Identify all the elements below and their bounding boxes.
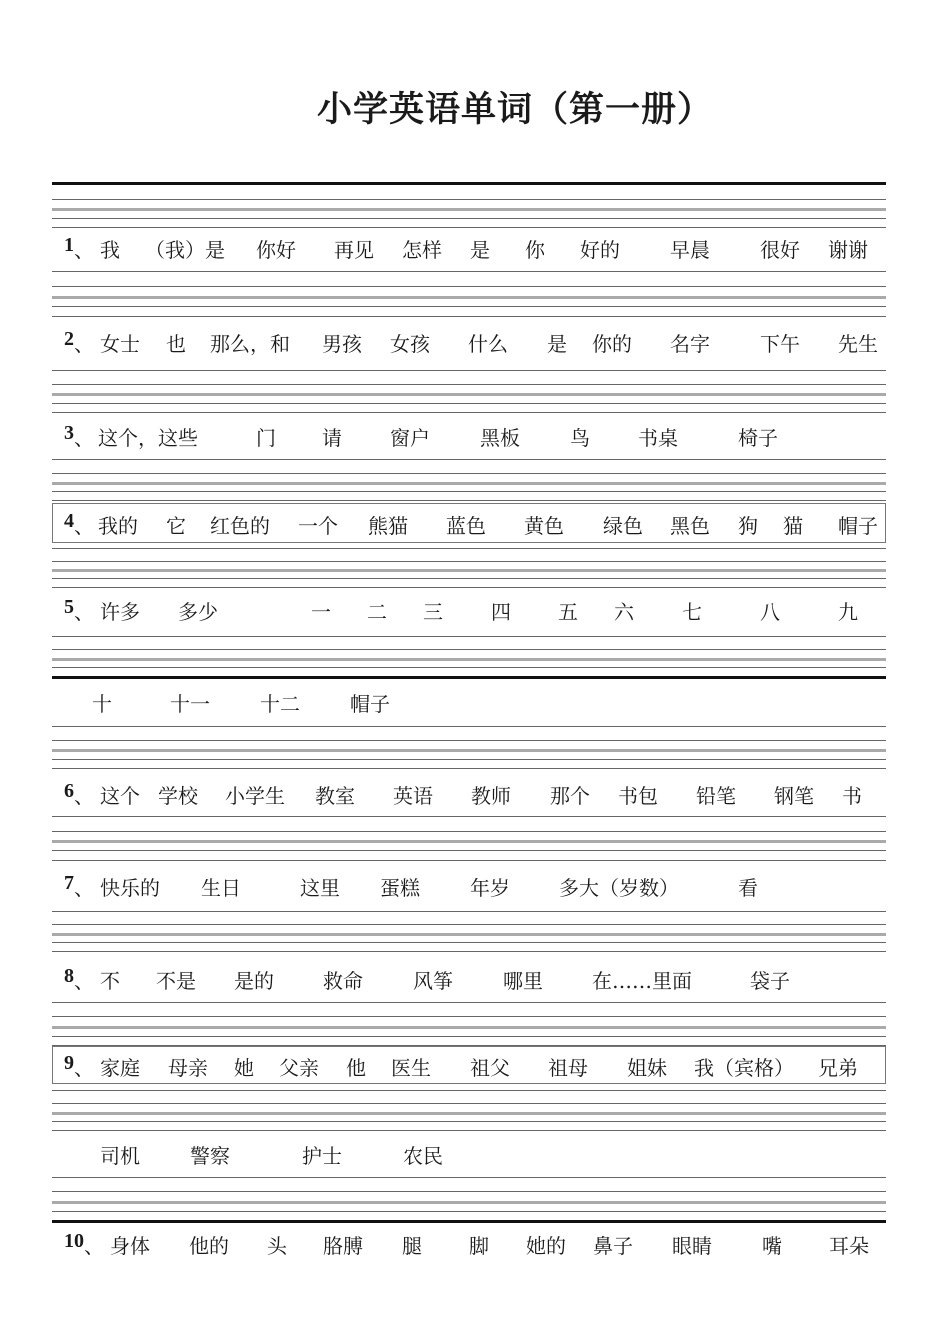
- vocab-word: 家庭: [100, 1056, 140, 1080]
- vocab-word: 椅子: [738, 426, 778, 450]
- ruled-line: [52, 726, 886, 727]
- vocab-word: 蛋糕: [380, 876, 420, 900]
- vocab-word: 很好: [760, 238, 800, 262]
- vocab-word: 一: [311, 600, 331, 624]
- ruled-line: [52, 208, 886, 211]
- ruled-line: [52, 860, 886, 861]
- vocab-word: 女孩: [390, 332, 430, 356]
- vocab-word: （我）是: [145, 238, 225, 262]
- vocab-word: 七: [682, 600, 702, 624]
- ruled-line: [52, 370, 886, 371]
- row-number: 3: [64, 422, 74, 444]
- ruled-line: [52, 403, 886, 404]
- ruled-line: [52, 473, 886, 474]
- ruled-line: [52, 384, 886, 385]
- row-number-separator: 、: [74, 1056, 94, 1080]
- row-number: 7: [64, 872, 74, 894]
- ruled-line: [52, 1191, 886, 1192]
- vocab-word: 小学生: [225, 784, 285, 808]
- vocab-word: 兄弟: [818, 1056, 858, 1080]
- ruled-line: [52, 393, 886, 396]
- vocab-word: 请: [322, 426, 342, 450]
- vocab-word: 年岁: [470, 876, 510, 900]
- vocab-word: 黑板: [480, 426, 520, 450]
- vocab-word: 护士: [302, 1144, 342, 1168]
- row-number: 10: [64, 1230, 84, 1252]
- vocab-row: [0, 234, 950, 268]
- vocab-word: 书: [842, 784, 862, 808]
- vocab-word: 这里: [300, 876, 340, 900]
- vocab-word: 腿: [402, 1234, 422, 1258]
- vocab-word: 一个: [298, 514, 338, 538]
- vocab-word: 在……里面: [592, 969, 692, 993]
- ruled-line: [52, 1036, 886, 1037]
- vocab-word: 许多: [100, 600, 140, 624]
- vocab-word: 快乐的: [100, 876, 160, 900]
- vocab-word: 帽子: [350, 692, 390, 716]
- vocab-word: 祖母: [548, 1056, 588, 1080]
- vocab-word: 救命: [323, 969, 363, 993]
- row-number-separator: 、: [84, 1234, 104, 1258]
- ruled-line: [52, 649, 886, 650]
- vocab-word: 黄色: [524, 514, 564, 538]
- vocab-word: 也: [166, 332, 186, 356]
- vocab-word: 教室: [315, 784, 355, 808]
- vocab-row: [0, 872, 950, 906]
- vocab-word: 早晨: [670, 238, 710, 262]
- vocab-row: [0, 328, 950, 362]
- vocab-word: 这个，这些: [98, 426, 198, 450]
- vocab-row: [0, 780, 950, 814]
- vocab-word: 身体: [110, 1234, 150, 1258]
- vocab-word: 姐妹: [627, 1056, 667, 1080]
- vocab-row: [0, 1140, 950, 1174]
- ruled-line: [52, 676, 886, 679]
- vocab-word: 学校: [158, 784, 198, 808]
- vocab-row: [0, 510, 950, 544]
- vocab-word: 脚: [469, 1234, 489, 1258]
- vocab-word: 是的: [234, 969, 274, 993]
- vocab-word: 哪里: [503, 969, 543, 993]
- vocab-row: [0, 422, 950, 456]
- vocab-word: 下午: [760, 332, 800, 356]
- vocab-word: 黑色: [670, 514, 710, 538]
- vocab-word: 不: [100, 969, 120, 993]
- ruled-line: [52, 1201, 886, 1204]
- ruled-line: [52, 1211, 886, 1212]
- vocab-word: 九: [838, 600, 858, 624]
- ruled-line: [52, 569, 886, 572]
- vocab-word: 狗: [738, 514, 758, 538]
- vocab-word: 铅笔: [696, 784, 736, 808]
- vocab-word: 眼睛: [672, 1234, 712, 1258]
- vocab-word: 怎样: [402, 238, 442, 262]
- vocab-word: 蓝色: [446, 514, 486, 538]
- vocab-word: 你: [525, 238, 545, 262]
- vocab-word: 这个: [100, 784, 140, 808]
- vocab-word: 耳朵: [829, 1234, 869, 1258]
- vocab-word: 它: [166, 514, 186, 538]
- vocab-word: 先生: [838, 332, 878, 356]
- ruled-line: [52, 1090, 886, 1091]
- vocab-word: 那个: [550, 784, 590, 808]
- vocab-word: 门: [256, 426, 276, 450]
- ruled-line: [52, 911, 886, 912]
- vocab-word: 三: [423, 600, 443, 624]
- vocab-word: 我的: [98, 514, 138, 538]
- vocab-word: 好的: [580, 238, 620, 262]
- vocab-word: 母亲: [168, 1056, 208, 1080]
- vocab-word: 他的: [189, 1234, 229, 1258]
- vocab-word: 十二: [260, 692, 300, 716]
- vocab-word: 她: [234, 1056, 254, 1080]
- ruled-line: [52, 942, 886, 943]
- row-number: 9: [64, 1052, 74, 1074]
- ruled-line: [52, 636, 886, 637]
- vocab-word: 他: [346, 1056, 366, 1080]
- vocab-row: [0, 1230, 950, 1264]
- ruled-line: [52, 840, 886, 843]
- ruled-line: [52, 924, 886, 925]
- row-number: 2: [64, 328, 74, 350]
- ruled-line: [52, 1177, 886, 1178]
- ruled-line: [52, 199, 886, 200]
- vocab-word: 窗户: [390, 426, 430, 450]
- ruled-line: [52, 768, 886, 769]
- vocab-word: 再见: [334, 238, 374, 262]
- ruled-line: [52, 1002, 886, 1003]
- vocab-word: 那么，和: [210, 332, 290, 356]
- vocab-word: 医生: [391, 1056, 431, 1080]
- vocab-word: 鸟: [570, 426, 590, 450]
- row-number-separator: 、: [74, 600, 94, 624]
- vocab-word: 十: [92, 692, 112, 716]
- ruled-line: [52, 578, 886, 579]
- row-number-separator: 、: [74, 332, 94, 356]
- ruled-line: [52, 1026, 886, 1029]
- ruled-line: [52, 749, 886, 752]
- page-title: 小学英语单词（第一册）: [316, 90, 713, 130]
- ruled-line: [52, 816, 886, 817]
- vocab-word: 司机: [100, 1144, 140, 1168]
- vocab-word: 是: [547, 332, 567, 356]
- vocab-word: 你的: [592, 332, 632, 356]
- vocab-word: 头: [267, 1234, 287, 1258]
- ruled-line: [52, 316, 886, 317]
- ruled-line: [52, 951, 886, 952]
- vocab-word: 帽子: [838, 514, 878, 538]
- ruled-line: [52, 271, 886, 272]
- vocab-word: 十一: [170, 692, 210, 716]
- vocab-word: 生日: [201, 876, 241, 900]
- ruled-line: [52, 831, 886, 832]
- ruled-line: [52, 482, 886, 485]
- row-number-separator: 、: [74, 876, 94, 900]
- vocab-word: 四: [491, 600, 511, 624]
- vocab-word: 袋子: [750, 969, 790, 993]
- ruled-line: [52, 1220, 886, 1223]
- vocab-word: 鼻子: [593, 1234, 633, 1258]
- row-number-separator: 、: [74, 514, 94, 538]
- row-number: 4: [64, 510, 74, 532]
- vocab-word: 名字: [670, 332, 710, 356]
- ruled-line: [52, 1103, 886, 1104]
- ruled-line: [52, 1112, 886, 1115]
- vocab-word: 风筝: [413, 969, 453, 993]
- ruled-line: [52, 933, 886, 936]
- vocab-word: 嘴: [762, 1234, 782, 1258]
- vocab-word: 女士: [100, 332, 140, 356]
- vocab-row: [0, 965, 950, 999]
- ruled-line: [52, 491, 886, 492]
- vocab-word: 书包: [618, 784, 658, 808]
- vocab-word: 八: [760, 600, 780, 624]
- vocab-word: 五: [558, 600, 578, 624]
- ruled-line: [52, 412, 886, 413]
- ruled-line: [52, 548, 886, 549]
- ruled-line: [52, 1121, 886, 1122]
- vocab-word: 她的: [526, 1234, 566, 1258]
- vocab-word: 祖父: [470, 1056, 510, 1080]
- ruled-line: [52, 759, 886, 760]
- ruled-line: [52, 658, 886, 661]
- vocab-word: 绿色: [603, 514, 643, 538]
- row-number-separator: 、: [74, 969, 94, 993]
- ruled-line: [52, 459, 886, 460]
- vocab-word: 我: [100, 238, 120, 262]
- ruled-line: [52, 500, 886, 501]
- ruled-line: [52, 587, 886, 588]
- row-number: 8: [64, 965, 74, 987]
- vocab-word: 多大（岁数）: [559, 876, 679, 900]
- vocab-word: 红色的: [210, 514, 270, 538]
- vocab-word: 英语: [393, 784, 433, 808]
- ruled-line: [52, 306, 886, 307]
- row-number: 1: [64, 234, 74, 256]
- vocab-word: 你好: [256, 238, 296, 262]
- row-number-separator: 、: [74, 426, 94, 450]
- ruled-line: [52, 286, 886, 287]
- ruled-line: [52, 227, 886, 228]
- ruled-line: [52, 1016, 886, 1017]
- vocab-word: 不是: [156, 969, 196, 993]
- vocab-word: 谢谢: [828, 238, 868, 262]
- vocab-word: 警察: [190, 1144, 230, 1168]
- ruled-line: [52, 667, 886, 668]
- vocab-word: 六: [614, 600, 634, 624]
- vocab-word: 看: [738, 876, 758, 900]
- vocab-word: 钢笔: [774, 784, 814, 808]
- vocab-row: [0, 688, 950, 722]
- ruled-line: [52, 296, 886, 299]
- vocab-word: 男孩: [322, 332, 362, 356]
- ruled-line: [52, 850, 886, 851]
- row-number-separator: 、: [74, 238, 94, 262]
- vocab-word: 教师: [471, 784, 511, 808]
- vocab-word: 农民: [403, 1144, 443, 1168]
- vocab-word: 多少: [178, 600, 218, 624]
- vocab-word: 我（宾格）: [694, 1056, 794, 1080]
- vocab-word: 二: [367, 600, 387, 624]
- ruled-line: [52, 561, 886, 562]
- vocab-word: 父亲: [279, 1056, 319, 1080]
- vocab-word: 书桌: [638, 426, 678, 450]
- row-number: 6: [64, 780, 74, 802]
- vocab-word: 什么: [468, 332, 508, 356]
- vocab-word: 胳膊: [323, 1234, 363, 1258]
- vocab-row: [0, 596, 950, 630]
- vocab-word: 熊猫: [368, 514, 408, 538]
- vocab-word: 猫: [783, 514, 803, 538]
- vocab-word: 是: [470, 238, 490, 262]
- row-number-separator: 、: [74, 784, 94, 808]
- ruled-line: [52, 740, 886, 741]
- ruled-line: [52, 1130, 886, 1131]
- vocab-row: [0, 1052, 950, 1086]
- row-number: 5: [64, 596, 74, 618]
- ruled-line: [52, 218, 886, 219]
- ruled-line: [52, 182, 886, 185]
